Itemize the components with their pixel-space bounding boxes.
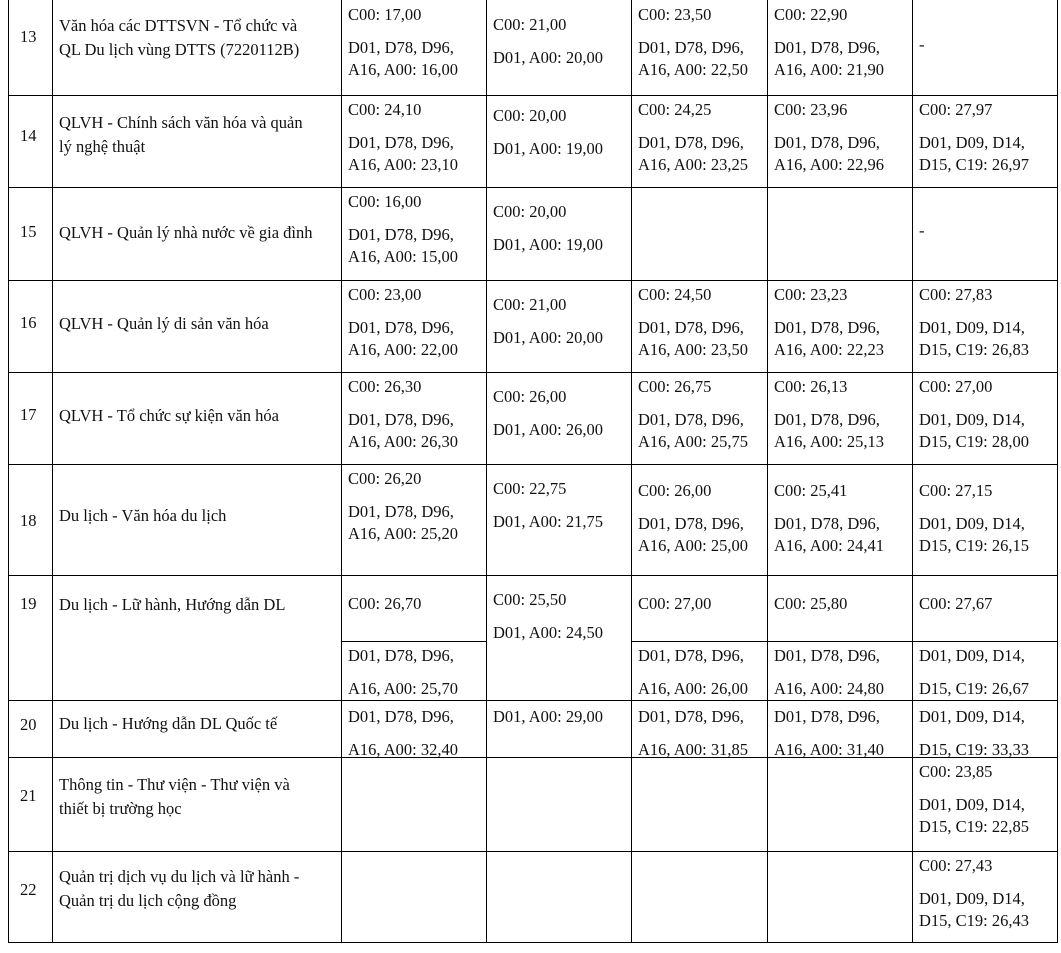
score-cell bbox=[342, 284, 485, 362]
cell-line: C00: 24,25 bbox=[638, 100, 712, 119]
score-cell bbox=[487, 14, 630, 69]
cell-line: A16, A00: 25,70 bbox=[348, 678, 459, 698]
cell-line: Quản trị du lịch cộng đồng bbox=[59, 891, 237, 910]
cell-line: C00: 27,83 bbox=[919, 285, 993, 304]
cell-line: A16, A00: 15,00 bbox=[348, 247, 459, 266]
program-name bbox=[53, 773, 338, 821]
cell-line: A16, A00: 23,25 bbox=[638, 155, 749, 174]
cell-line: C00: 17,00 bbox=[348, 5, 422, 24]
score-cell bbox=[632, 593, 766, 616]
cell-line: C00: 26,13 bbox=[774, 377, 848, 396]
cell-line: C00: 25,80 bbox=[774, 594, 848, 613]
cell-line: D15, C19: 26,43 bbox=[919, 911, 1030, 930]
cell-line: C00: 24,10 bbox=[348, 100, 422, 119]
row-number: 17 bbox=[20, 405, 37, 424]
cell-line: D15, C19: 28,00 bbox=[919, 432, 1030, 451]
cell-line: - bbox=[919, 35, 925, 54]
cell-line: A16, A00: 25,75 bbox=[638, 432, 749, 451]
cell-line: D01, D09, D14, bbox=[919, 794, 1025, 814]
score-cell bbox=[913, 99, 1056, 177]
score-cell bbox=[632, 706, 766, 761]
cell-line: D01, A00: 29,00 bbox=[493, 707, 604, 726]
cell-line: C00: 25,50 bbox=[493, 590, 567, 609]
score-cell bbox=[487, 589, 630, 644]
cell-line: D01, D78, D96, bbox=[774, 513, 880, 533]
cell-line: - bbox=[919, 221, 925, 240]
score-cell bbox=[342, 99, 485, 177]
table-rule bbox=[8, 95, 1057, 96]
table-rule bbox=[8, 851, 1057, 852]
cell-line: D01, D09, D14, bbox=[919, 513, 1025, 533]
cell-line: D01, D09, D14, bbox=[919, 409, 1025, 429]
table-rule bbox=[1057, 0, 1058, 943]
score-cell bbox=[632, 376, 766, 454]
cell-line: D01, D09, D14, bbox=[919, 317, 1025, 337]
table-rule bbox=[341, 641, 486, 642]
cell-line: Du lịch - Văn hóa du lịch bbox=[59, 506, 227, 525]
score-cell bbox=[768, 99, 911, 177]
row-number: 15 bbox=[20, 222, 37, 241]
score-cell bbox=[768, 284, 911, 362]
cell-line: C00: 23,50 bbox=[638, 5, 712, 24]
row-number: 18 bbox=[20, 511, 37, 530]
cell-line: D01, D78, D96, bbox=[774, 317, 880, 337]
program-name bbox=[53, 593, 338, 617]
cell-line: C00: 20,00 bbox=[493, 106, 567, 125]
cell-line: Thông tin - Thư viện - Thư viện và bbox=[59, 775, 290, 794]
score-cell bbox=[342, 468, 485, 546]
cell-line: C00: 26,30 bbox=[348, 377, 422, 396]
cell-line: C00: 23,00 bbox=[348, 285, 422, 304]
score-cell bbox=[632, 4, 766, 82]
row-number: 13 bbox=[20, 27, 37, 46]
score-cell bbox=[768, 593, 911, 616]
cell-line: D01, D78, D96, bbox=[348, 707, 454, 726]
program-name bbox=[53, 14, 338, 62]
score-cell bbox=[632, 645, 766, 700]
cell-line: C00: 22,90 bbox=[774, 5, 848, 24]
row-number: 14 bbox=[20, 126, 37, 145]
cell-line: D01, A00: 19,00 bbox=[493, 234, 604, 254]
cell-line: D01, A00: 21,75 bbox=[493, 511, 604, 531]
cell-line: D01, D78, D96, bbox=[774, 37, 880, 57]
row-number: 19 bbox=[20, 594, 37, 613]
cell-line: D01, D78, D96, bbox=[638, 646, 744, 665]
cell-line: A16, A00: 23,10 bbox=[348, 155, 459, 174]
program-name bbox=[53, 504, 338, 528]
cell-line: D01, D78, D96, bbox=[348, 501, 454, 521]
cell-line: thiết bị trường học bbox=[59, 799, 182, 818]
cell-line: A16, A00: 24,80 bbox=[774, 678, 885, 698]
cell-line: C00: 21,00 bbox=[493, 15, 567, 34]
score-cell bbox=[913, 593, 1056, 616]
cell-line: A16, A00: 32,40 bbox=[348, 739, 459, 759]
program-name bbox=[53, 712, 338, 736]
cell-line: D15, C19: 22,85 bbox=[919, 817, 1030, 836]
row-number: 22 bbox=[20, 880, 37, 899]
score-cell bbox=[913, 480, 1056, 558]
score-cell bbox=[632, 284, 766, 362]
table-rule bbox=[8, 700, 1057, 701]
row-number: 20 bbox=[20, 715, 37, 734]
cell-line: D01, D78, D96, bbox=[348, 224, 454, 244]
cell-line: D01, D09, D14, bbox=[919, 707, 1025, 726]
cell-line: D15, C19: 26,83 bbox=[919, 340, 1030, 359]
cell-line: A16, A00: 26,00 bbox=[638, 678, 749, 698]
score-cell bbox=[342, 191, 485, 269]
cell-line: D01, A00: 20,00 bbox=[493, 47, 604, 67]
cell-line: A16, A00: 25,00 bbox=[638, 536, 749, 555]
cell-line: D01, D78, D96, bbox=[638, 409, 744, 429]
score-cell bbox=[768, 645, 911, 700]
score-cell bbox=[913, 376, 1056, 454]
program-name bbox=[53, 111, 338, 159]
row-number: 21 bbox=[20, 786, 37, 805]
row-number: 16 bbox=[20, 313, 37, 332]
score-cell bbox=[913, 34, 1056, 57]
cell-line: A16, A00: 22,00 bbox=[348, 340, 459, 359]
cell-line: C00: 27,15 bbox=[919, 481, 993, 500]
cell-line: C00: 26,75 bbox=[638, 377, 712, 396]
score-cell bbox=[768, 4, 911, 82]
score-cell bbox=[913, 761, 1056, 839]
program-name bbox=[53, 404, 338, 428]
cell-line: D15, C19: 26,97 bbox=[919, 155, 1030, 174]
cell-line: QLVH - Quản lý di sản văn hóa bbox=[59, 314, 269, 333]
score-cell bbox=[487, 201, 630, 256]
cell-line: Du lịch - Hướng dẫn DL Quốc tế bbox=[59, 714, 278, 733]
score-cell bbox=[913, 284, 1056, 362]
cell-line: C00: 26,00 bbox=[493, 387, 567, 406]
cell-line: QL Du lịch vùng DTTS (7220112B) bbox=[59, 40, 300, 59]
score-cell bbox=[342, 376, 485, 454]
cell-line: D01, D78, D96, bbox=[348, 317, 454, 337]
cell-line: D01, A00: 19,00 bbox=[493, 138, 604, 158]
cell-line: C00: 24,50 bbox=[638, 285, 712, 304]
program-name bbox=[53, 312, 338, 336]
cell-line: D01, D78, D96, bbox=[638, 317, 744, 337]
program-name bbox=[53, 221, 338, 245]
cell-line: D01, D78, D96, bbox=[348, 409, 454, 429]
score-cell bbox=[632, 480, 766, 558]
cell-line: A16, A00: 22,23 bbox=[774, 340, 885, 359]
score-cell bbox=[768, 706, 911, 761]
cell-line: A16, A00: 26,30 bbox=[348, 432, 459, 451]
table-rule bbox=[8, 575, 1057, 576]
cell-line: C00: 26,00 bbox=[638, 481, 712, 500]
cell-line: Du lịch - Lữ hành, Hướng dẫn DL bbox=[59, 595, 286, 614]
table-rule bbox=[8, 280, 1057, 281]
cell-line: C00: 27,43 bbox=[919, 856, 993, 875]
table-rule bbox=[8, 942, 1057, 943]
table-rule bbox=[8, 464, 1057, 465]
cell-line: D01, D78, D96, bbox=[774, 646, 880, 665]
cell-line: D01, D09, D14, bbox=[919, 888, 1025, 908]
cell-line: C00: 26,20 bbox=[348, 469, 422, 488]
score-cell bbox=[913, 855, 1056, 933]
cell-line: D01, D78, D96, bbox=[348, 646, 454, 665]
table-rule bbox=[631, 641, 1057, 642]
cell-line: A16, A00: 23,50 bbox=[638, 340, 749, 359]
cell-line: C00: 26,70 bbox=[348, 594, 422, 613]
cell-line: D01, D78, D96, bbox=[638, 513, 744, 533]
cell-line: D01, D09, D14, bbox=[919, 132, 1025, 152]
cell-line: Văn hóa các DTTSVN - Tổ chức và bbox=[59, 16, 298, 35]
cell-line: D01, D78, D96, bbox=[774, 132, 880, 152]
cell-line: C00: 27,00 bbox=[638, 594, 712, 613]
cell-line: QLVH - Quản lý nhà nước về gia đình bbox=[59, 223, 313, 242]
cell-line: Quản trị dịch vụ du lịch và lữ hành - bbox=[59, 867, 300, 886]
cell-line: A16, A00: 31,85 bbox=[638, 739, 749, 759]
cell-line: D15, C19: 33,33 bbox=[919, 739, 1030, 759]
cell-line: D15, C19: 26,15 bbox=[919, 536, 1030, 555]
cell-line: D01, A00: 20,00 bbox=[493, 327, 604, 347]
cell-line: C00: 25,41 bbox=[774, 481, 848, 500]
score-cell bbox=[487, 294, 630, 349]
table-rule bbox=[8, 187, 1057, 188]
cell-line: A16, A00: 25,20 bbox=[348, 524, 459, 543]
cell-line: D01, D78, D96, bbox=[348, 37, 454, 57]
cell-line: C00: 27,97 bbox=[919, 100, 993, 119]
cell-line: C00: 23,23 bbox=[774, 285, 848, 304]
score-cell bbox=[342, 593, 485, 616]
cell-line: A16, A00: 22,96 bbox=[774, 155, 885, 174]
cell-line: lý nghệ thuật bbox=[59, 137, 146, 156]
score-cell bbox=[487, 706, 630, 729]
cell-line: D01, D09, D14, bbox=[919, 646, 1025, 665]
cell-line: A16, A00: 25,13 bbox=[774, 432, 885, 451]
cell-line: A16, A00: 22,50 bbox=[638, 60, 749, 79]
cell-line: C00: 23,96 bbox=[774, 100, 848, 119]
cell-line: C00: 23,85 bbox=[919, 762, 993, 781]
cell-line: C00: 21,00 bbox=[493, 295, 567, 314]
score-cell bbox=[342, 4, 485, 82]
score-cell bbox=[487, 105, 630, 160]
cell-line: D01, D78, D96, bbox=[774, 409, 880, 429]
score-cell bbox=[632, 99, 766, 177]
cell-line: QLVH - Chính sách văn hóa và quản bbox=[59, 113, 303, 132]
score-cell bbox=[913, 645, 1056, 700]
cell-line: D01, D78, D96, bbox=[348, 132, 454, 152]
score-cell bbox=[342, 706, 485, 761]
cell-line: C00: 22,75 bbox=[493, 479, 567, 498]
score-cell bbox=[768, 480, 911, 558]
cell-line: A16, A00: 24,41 bbox=[774, 536, 885, 555]
cell-line: D01, D78, D96, bbox=[638, 132, 744, 152]
cell-line: C00: 27,67 bbox=[919, 594, 993, 613]
table-rule bbox=[8, 372, 1057, 373]
cell-line: A16, A00: 21,90 bbox=[774, 60, 885, 79]
score-cell bbox=[768, 376, 911, 454]
cell-line: D01, D78, D96, bbox=[638, 707, 744, 726]
score-cell bbox=[913, 220, 1056, 243]
score-cell bbox=[487, 478, 630, 533]
cell-line: D01, D78, D96, bbox=[774, 707, 880, 726]
cell-line: A16, A00: 16,00 bbox=[348, 60, 459, 79]
cell-line: D01, A00: 24,50 bbox=[493, 622, 604, 642]
cell-line: QLVH - Tổ chức sự kiện văn hóa bbox=[59, 406, 279, 425]
cell-line: C00: 20,00 bbox=[493, 202, 567, 221]
cell-line: D01, A00: 26,00 bbox=[493, 419, 604, 439]
score-cell bbox=[342, 645, 485, 700]
cell-line: A16, A00: 31,40 bbox=[774, 739, 885, 759]
score-cell bbox=[913, 706, 1056, 761]
cell-line: C00: 16,00 bbox=[348, 192, 422, 211]
cell-line: D15, C19: 26,67 bbox=[919, 678, 1030, 698]
cell-line: D01, D78, D96, bbox=[638, 37, 744, 57]
score-cell bbox=[487, 386, 630, 441]
program-name bbox=[53, 865, 338, 913]
cell-line: C00: 27,00 bbox=[919, 377, 993, 396]
